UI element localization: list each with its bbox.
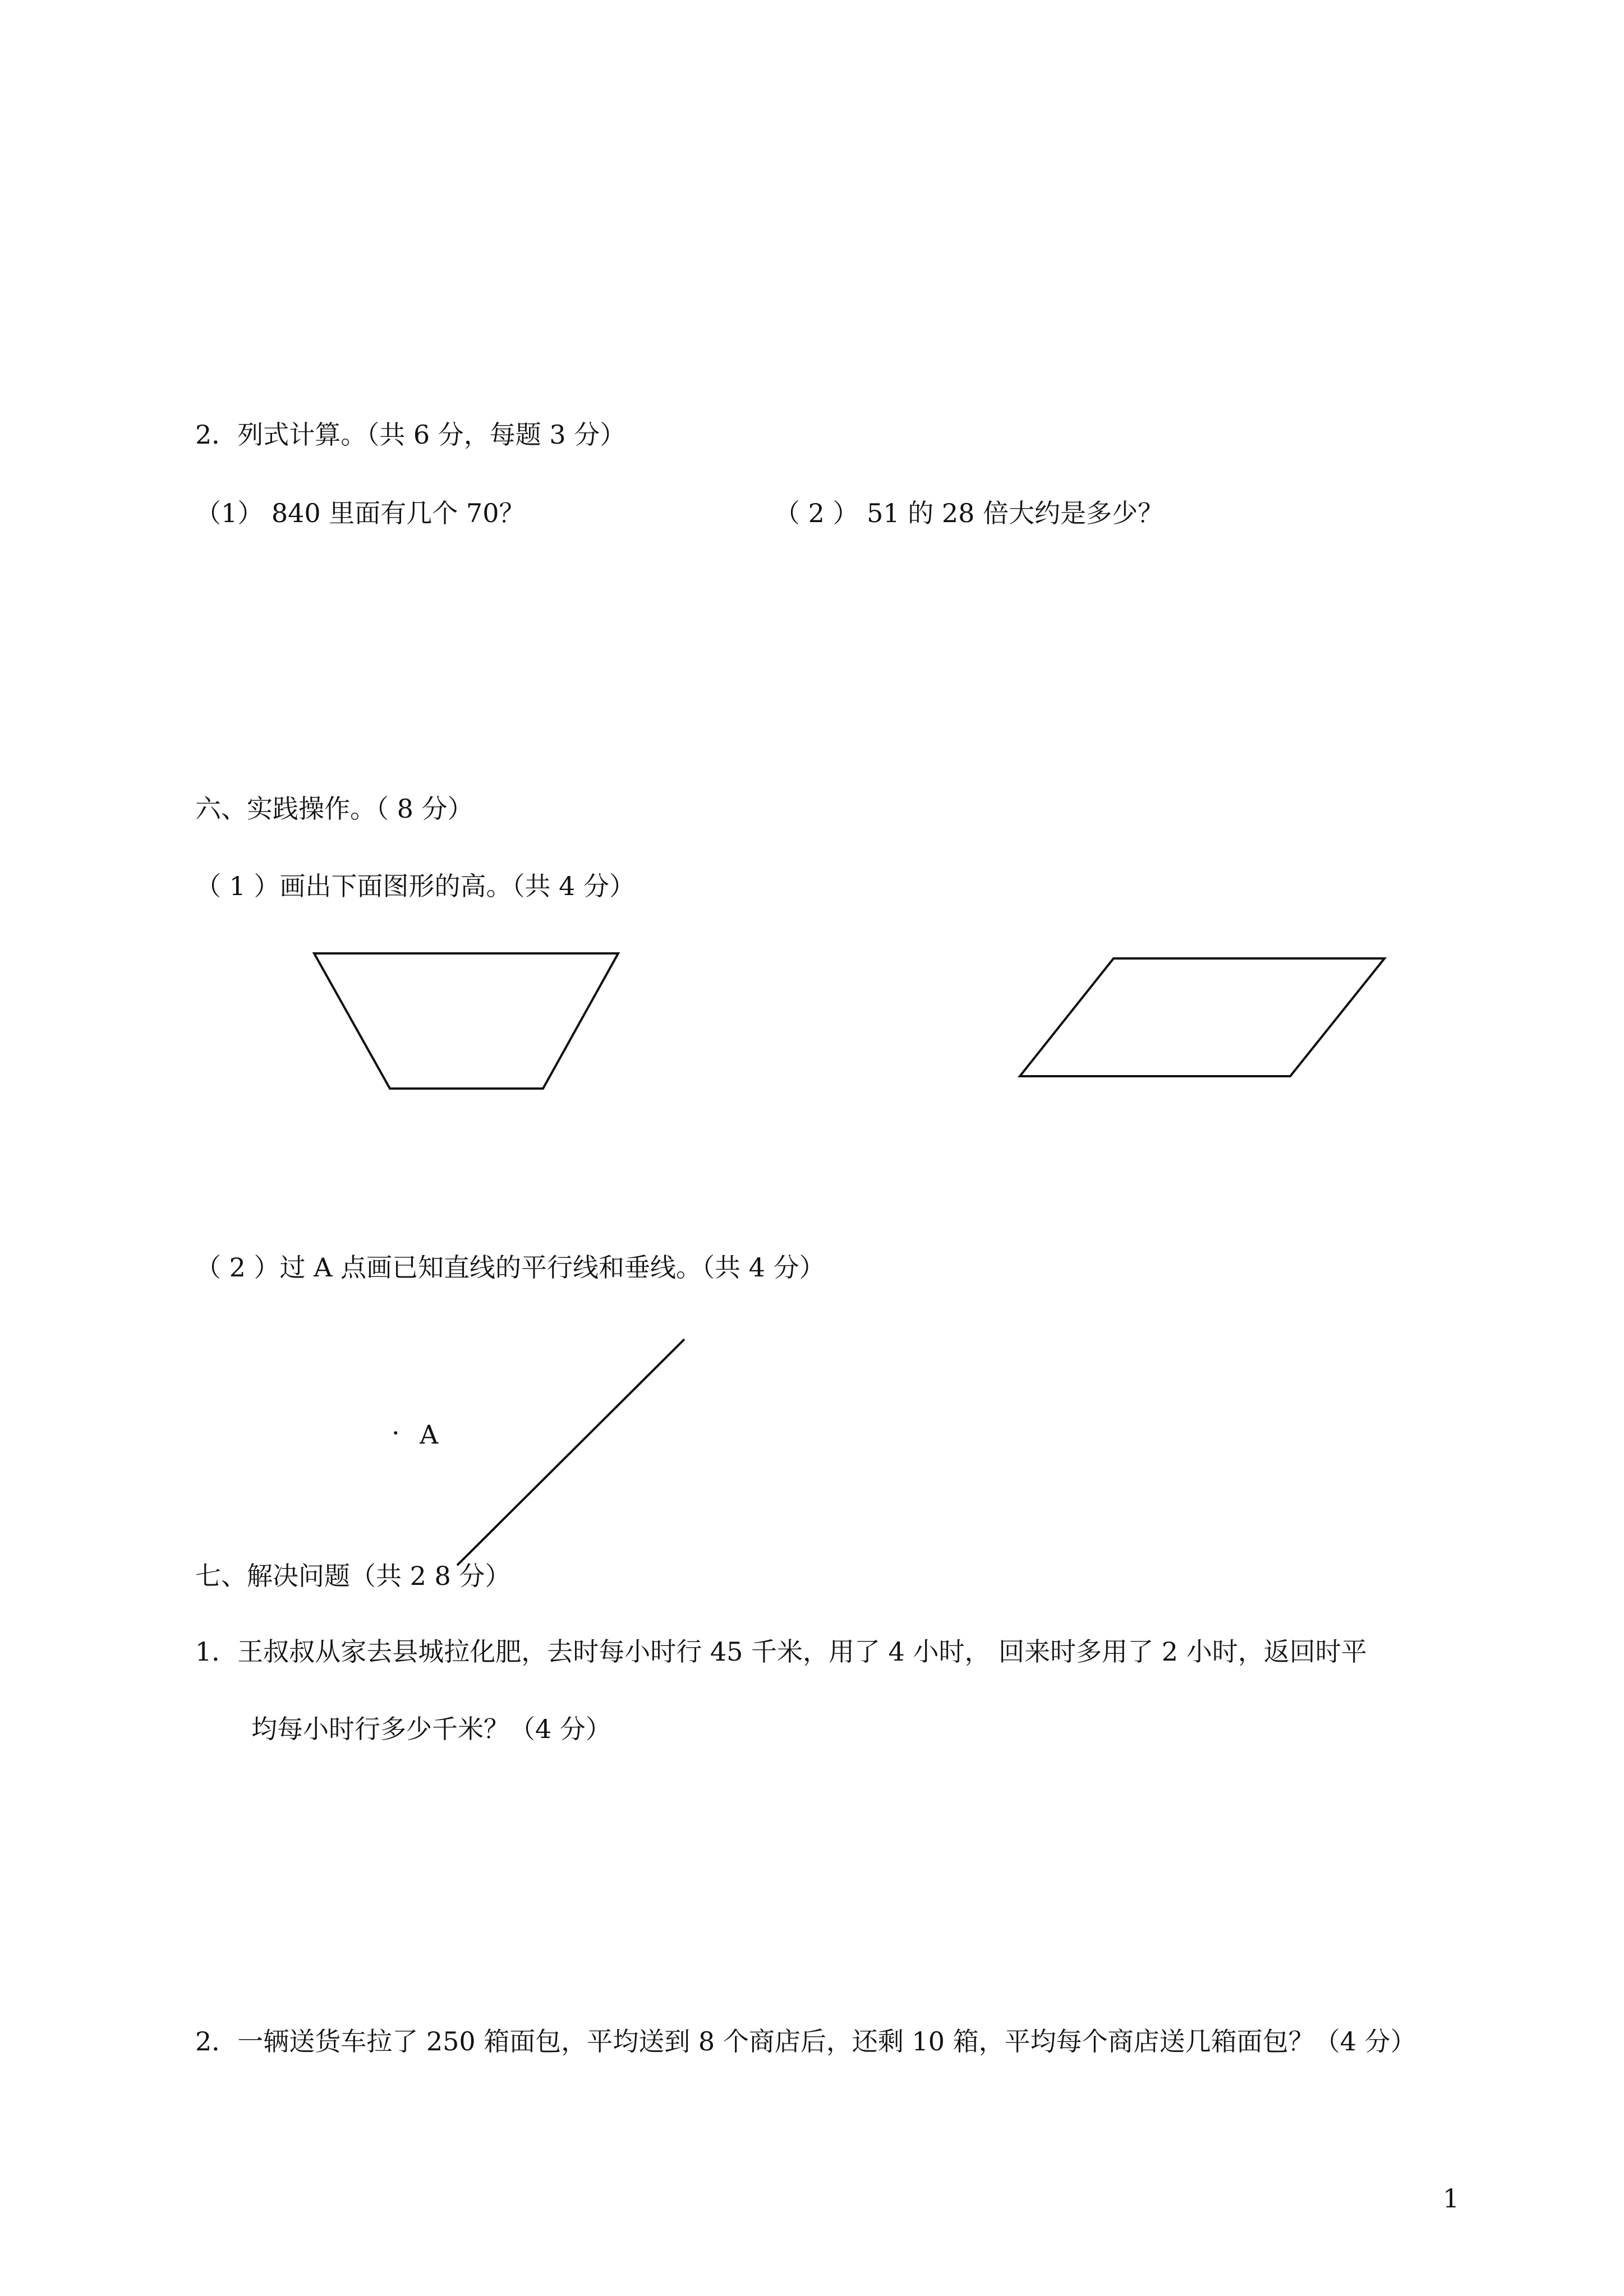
problem-2: 2．一辆送货车拉了 250 箱面包，平均送到 8 个商店后，还剩 10 箱，平均每个商店送几箱面包？（4 分） [195, 2026, 1416, 2057]
draw-height-question: （ 1 ）画出下面图形的高。（共 4 分） [195, 871, 636, 901]
given-line [457, 1339, 684, 1565]
point-a-dot: · [392, 1418, 400, 1448]
section-6-title: 六、实践操作。（ 8 分） [195, 794, 473, 824]
parallelogram-figure [1020, 958, 1384, 1076]
trapezoid-figure [314, 953, 618, 1089]
section-7-title: 七、解决问题（共 2 8 分） [195, 1561, 511, 1591]
calc-question-title: 2．列式计算。（共 6 分，每题 3 分） [195, 419, 626, 450]
parallel-perpendicular-question: （ 2 ）过 A 点画已知直线的平行线和垂线。（共 4 分） [195, 1252, 825, 1283]
page-number: 1 [1443, 2183, 1460, 2214]
problem-1-line-2: 均每小时行多少千米？（4 分） [251, 1714, 611, 1744]
problem-1-line-1: 1．王叔叔从家去县城拉化肥，去时每小时行 45 千米，用了 4 小时， 回来时多用了 2 小时，返回时平 [195, 1636, 1367, 1667]
calc-subquestion-2: （ 2 ） 51 的 28 倍大约是多少？ [774, 498, 1164, 528]
calc-subquestion-1: （1） 840 里面有几个 70？ [195, 498, 525, 528]
point-a-label: A [420, 1419, 439, 1450]
